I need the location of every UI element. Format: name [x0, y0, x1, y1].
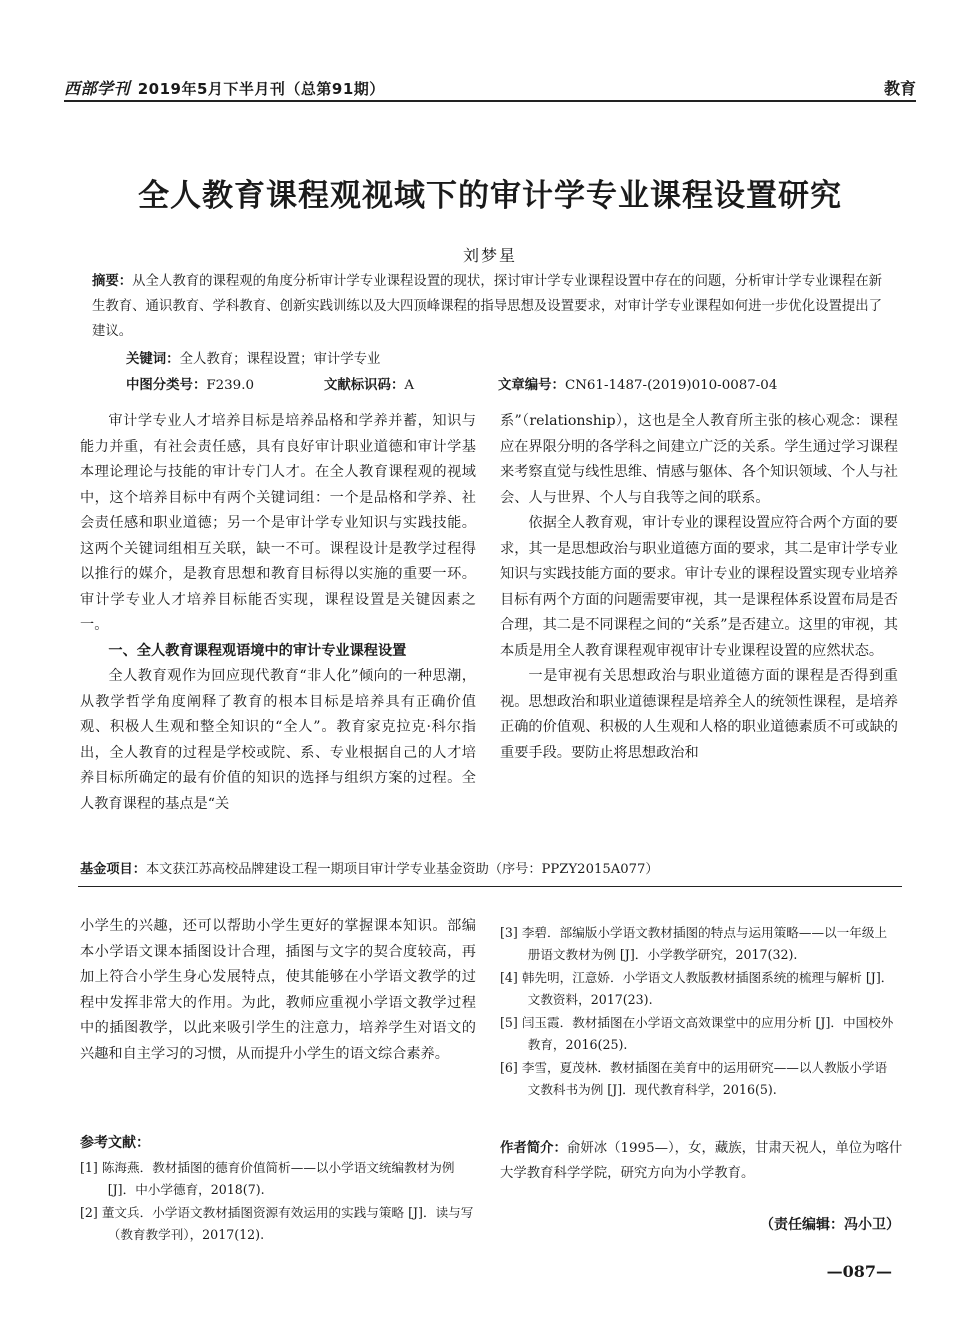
article-no-label: 文章编号：	[498, 378, 565, 393]
section-label: 教育	[883, 79, 916, 98]
previous-article-tail	[80, 914, 476, 1067]
abstract-text: 从全人教育的课程观的角度分析审计学专业课程设置的现状，探讨审计学专业课程设置中存在的问题，分析审计学专业课程在新生教育、通识教育、学科教育、创新实践训练以及大四顶峰课程的指导思想及设置要求，对审计学专业课程如何进一步优化设置提出了建议。	[92, 274, 883, 339]
keywords	[126, 348, 380, 367]
section-heading: 一、全人教育课程观语境中的审计专业课程设置	[108, 642, 407, 659]
doc-code-label: 文献标识码：	[324, 378, 405, 393]
body-paragraph: 全人教育观作为回应现代教育“非人化”倾向的一种思潮，从教学哲学角度阐释了教育的根本目标是培养具有正确价值观、积极人生观和整全知识的“全人”。教育家克拉克·科尔指出，全人教育的过程是学校或院、系、专业根据自己的人才培养目标所确定的最有价值的知识的选择与组织方案的过程。全人教育课程的基点是“关	[80, 668, 476, 812]
fund-label: 基金项目：	[80, 862, 146, 877]
references-heading: 参考文献：	[80, 1135, 150, 1151]
reference-item: [5] 闫玉霞．教材插图在小学语文高效课堂中的应用分析 [J]．中国校外教育，2016(25).	[500, 1015, 894, 1052]
body-column-right	[500, 409, 898, 766]
references-right	[500, 922, 898, 1102]
abstract-label: 摘要：	[92, 274, 133, 289]
issue-info: 2019年5月下半月刊（总第91期）	[137, 80, 385, 98]
responsible-editor: （责任编辑：冯小卫）	[760, 1217, 900, 1233]
doc-code: A	[404, 378, 415, 393]
bio-label: 作者简介：	[500, 1141, 567, 1156]
keywords-label: 关键词：	[126, 352, 180, 367]
reference-item: [3] 李碧．部编版小学语文教材插图的特点与运用策略——以一年级上册语文教材为例 [J]．小学教学研究，2017(32).	[500, 925, 888, 962]
author-bio	[500, 1136, 904, 1186]
keywords-text: 全人教育；课程设置；审计学专业	[179, 352, 381, 367]
article-title: 全人教育课程观视域下的审计学专业课程设置研究	[138, 178, 842, 214]
body-paragraph: 系”（relationship），这也是全人教育所主张的核心观念：课程应在界限分明的各学科之间建立广泛的关系。学生通过学习课程来考察直觉与线性思维、情感与躯体、各个知识领域、个人与社会、人与世界、个人与自我等之间的联系。	[500, 413, 898, 506]
reference-item: [2] 董文兵．小学语文教材插图资源有效运用的实践与策略 [J]．读与写（教育教学刊），2017(12).	[80, 1205, 474, 1242]
reference-item: [4] 韩先明，江意娇．小学语文人教版教材插图系统的梳理与解析 [J]．文教资料，2017(23).	[500, 970, 894, 1007]
fund-text: 本文获江苏高校品牌建设工程一期项目审计学专业基金资助（序号：PPZY2015A077）	[145, 862, 659, 877]
fund-note	[80, 858, 659, 877]
page-number: —087—	[826, 1262, 892, 1281]
header-divider	[64, 100, 916, 102]
bio-text: 俞妍冰（1995—），女，藏族，甘肃天祝人，单位为喀什大学教育科学学院，研究方向为小学教育。	[500, 1141, 903, 1181]
section-divider	[78, 886, 902, 887]
body-paragraph: 依据全人教育观，审计专业的课程设置应符合两个方面的要求，其一是思想政治与职业道德方面的要求，其二是审计学专业知识与实践技能方面的要求。审计专业的课程设置实现专业培养目标有两个方面的问题需要审视，其一是课程体系设置布局是否合理，其二是不同课程之间的“关系”是否建立。这里的审视，其本质是用全人教育课程观审视审计专业课程设置的应然状态。	[500, 515, 898, 659]
article-author: 刘梦星	[462, 246, 517, 265]
abstract	[92, 269, 892, 344]
references-left	[80, 1157, 476, 1247]
body-column-left	[80, 409, 476, 817]
body-paragraph: 小学生的兴趣，还可以帮助小学生更好的掌握课本知识。部编本小学语文课本插图设计合理，插图与文字的契合度较高，再加上符合小学生身心发展特点，使其能够在小学语文教学的过程中发挥非常大的作用。为此，教师应重视小学语文教学过程中的插图教学，以此来吸引学生的注意力，培养学生对语文的兴趣和自主学习的习惯，从而提升小学生的语文综合素养。	[80, 918, 476, 1062]
running-header-journal	[64, 76, 385, 99]
body-paragraph: 审计学专业人才培养目标是培养品格和学养并蓄，知识与能力并重，有社会责任感，具有良好审计职业道德和审计学基本理论理论与技能的审计专门人才。在全人教育课程观的视域中，这个培养目标中有两个关键词组：一个是品格和学养、社会责任感和职业道德；另一个是审计学专业知识与实践技能。这两个关键词组相互关联，缺一不可。课程设计是教学过程得以推行的媒介，是教育思想和教育目标得以实施的重要一环。审计学专业人才培养目标能否实现，课程设置是关键因素之一。	[80, 413, 476, 633]
journal-logo: 西部学刊	[64, 79, 131, 98]
reference-item: [6] 李雪，夏茂林．教材插图在美育中的运用研究——以人教版小学语文教科书为例 [J]．现代教育科学，2016(5).	[500, 1060, 888, 1097]
clc-label: 中图分类号：	[126, 378, 207, 393]
clc-code: F239.0	[206, 378, 254, 393]
reference-item: [1] 陈海燕．教材插图的德育价值简析——以小学语文统编教材为例 [J]．中小学德育，2018(7).	[80, 1160, 455, 1197]
article-no: CN61-1487-(2019)010-0087-04	[564, 378, 778, 393]
body-paragraph: 一是审视有关思想政治与职业道德方面的课程是否得到重视。思想政治和职业道德课程是培养全人的统领性课程，是培养正确的价值观、积极的人生观和人格的职业道德素质不可或缺的重要手段。要防止将思想政治和	[500, 668, 898, 761]
